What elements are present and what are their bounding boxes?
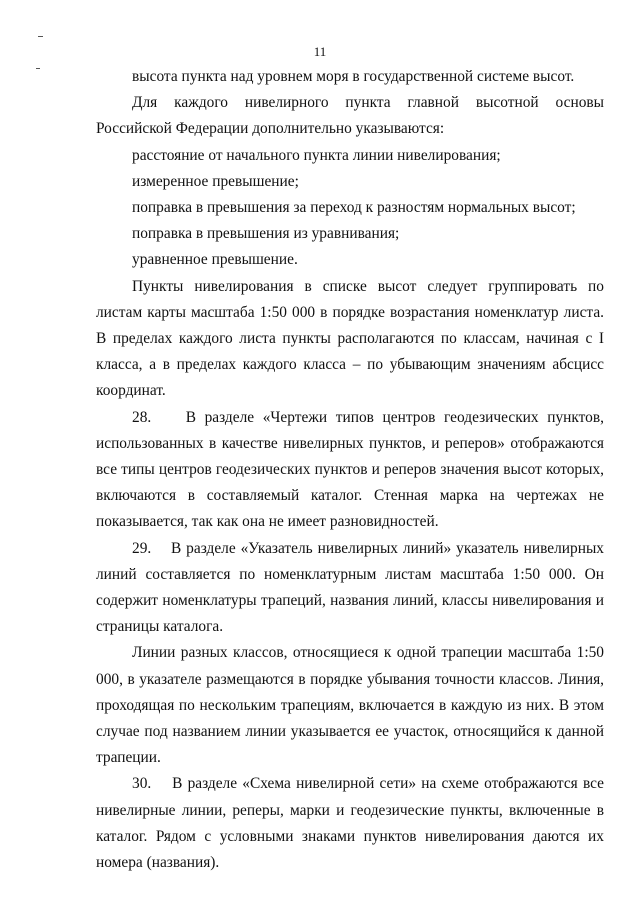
scan-mark (38, 36, 43, 37)
paragraph: Пункты нивелирования в списке высот следует группировать по листам карты масштаба 1:50 000 в порядке возрастания номенклатур листа. В пределах каждого листа пункты располагаются по классам, начиная с I класса, а в пределах каждого класса – по убывающим значениям абсцисс координат. (96, 277, 604, 400)
list-item: уравненное превышение. (132, 251, 298, 269)
paragraph: 30. В разделе «Схема нивелирной сети» на схеме отображаются все нивелирные линии, реперы, марки и геодезические пункты, включенные в каталог. Рядом с условными знаками пунктов нивелирования даются их номера (названия). (96, 775, 604, 872)
paragraph: Линии разных классов, относящиеся к одной трапеции масштаба 1:50 000, в указателе размещаются в порядке убывания точности классов. Линия, проходящая по нескольким трапециям, включается в каждую из них. В этом случае под названием линии указывается ее участок, относящийся к данной трапеции. (96, 644, 604, 767)
document-body (96, 64, 604, 876)
paragraph: Для каждого нивелирного пункта главной высотной основы Российской Федерации дополнительно указываются: (96, 94, 604, 138)
list-item: поправка в превышения из уравнивания; (132, 225, 400, 243)
paragraph: высота пункта над уровнем моря в государственной системе высот. (132, 68, 575, 85)
paragraph: 28. В разделе «Чертежи типов центров геодезических пунктов, использованных в качестве нивелирных пунктов, и реперов» отображаются все типы центров геодезических пунктов и реперов значения высот которых, включаются в составляемый каталог. Стенная марка на чертежах не показывается, так как она не имеет разновидностей. (96, 408, 604, 531)
paragraph: 29. В разделе «Указатель нивелирных линий» указатель нивелирных линий составляется по номенклатурным листам масштаба 1:50 000. Он содержит номенклатуры трапеций, названия линий, классы нивелирования и страницы каталога. (96, 539, 604, 636)
list-item: расстояние от начального пункта линии нивелирования; (132, 146, 501, 164)
page-number: 11 (313, 44, 327, 59)
scan-mark (36, 68, 40, 69)
list-item: поправка в превышения за переход к разностям нормальных высот; (132, 199, 576, 217)
list-item: измеренное превышение; (132, 172, 299, 190)
